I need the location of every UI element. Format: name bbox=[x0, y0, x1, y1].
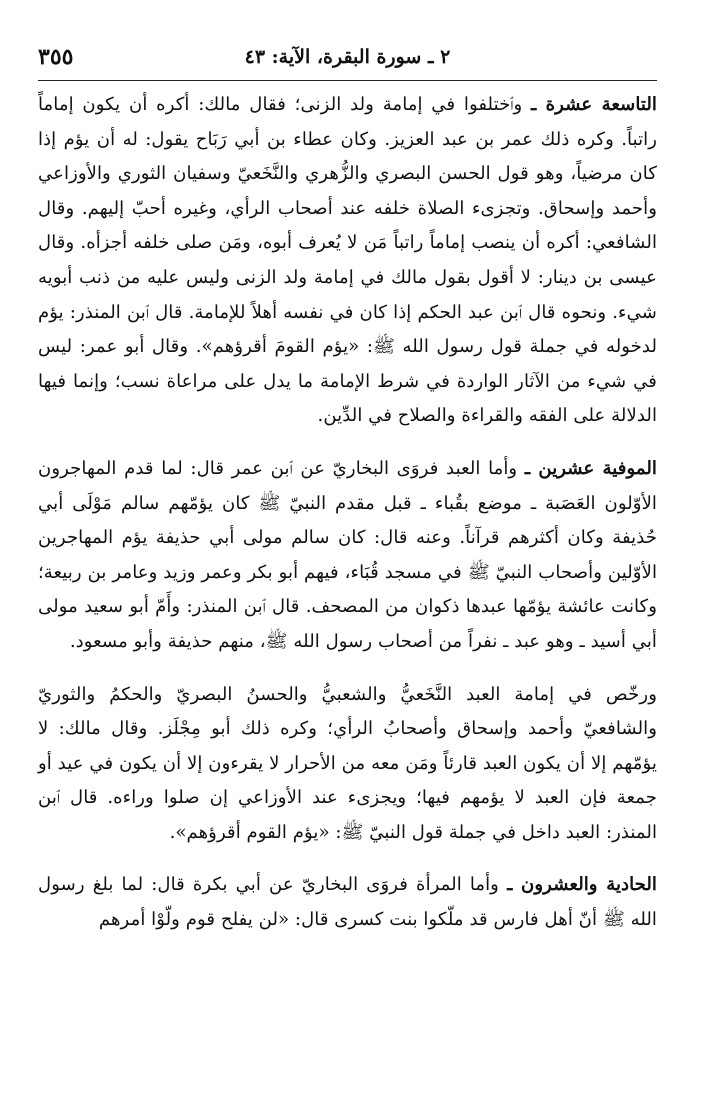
paragraph-twenty-first bbox=[38, 868, 657, 937]
paragraph-slave-imamate bbox=[38, 678, 657, 851]
paragraph-text: وٱختلفوا في إمامة ولد الزنى؛ فقال مالك: أكره أن يكون إماماً راتباً. وكره ذلك عمر بن عبد العزيز. وكان عطاء بن أبي رَبَاح يقول: له أن يؤم إذا كان مرضياً، وهو قول الحسن البصري والزُّهري والنَّخَعيّ وسفيان الثوري والأوزاعي وأحمد وإسحاق. وتجزىء الصلاة خلفه عند أصحاب الرأي، وغيره أحبّ إليهم. وقال الشافعي: أكره أن ينصب إماماً راتباً مَن لا يُعرف أبوه، ومَن صلى خلفه أجزأه. وقال عيسى بن دينار: لا أقول بقول مالك في إمامة ولد الزنى وليس عليه من ذنب أبويه شيء. ونحوه قال ٱبن عبد الحكم إذا كان في نفسه أهلاً للإمامة. قال ٱبن المنذر: يؤم لدخوله في جملة قول رسول الله ﷺ: «يؤم القومَ أقرؤهم». وقال أبو عمر: ليس في شيء من الآثار الواردة في شرط الإمامة ما يدل على مراعاة نسب؛ وإنما فيها الدلالة على الفقه والقراءة والصلاح في الدِّين. bbox=[38, 94, 657, 427]
body-text bbox=[38, 88, 657, 956]
paragraph-nineteenth bbox=[38, 88, 657, 434]
page-number: ٣٥٥ bbox=[38, 44, 74, 70]
paragraph-text: ورخّص في إمامة العبد النَّخَعيُّ والشعبيُّ والحسنُ البصريّ والحكمُ والثوريّ والشافعيّ وأحمد وإسحاق وأصحابُ الرأي؛ وكره ذلك أبو مِجْلَز. وقال مالك: لا يؤمّهم إلا أن يكون العبد قارئاً ومَن معه من الأحرار لا يقرءون إلا أن يكون في عيد أو جمعة فإن العبد لا يؤمهم فيها؛ ويجزىء عند الأوزاعي إن صلوا وراءه. قال ٱبن المنذر: العبد داخل في جملة قول النبيّ ﷺ: «يؤم القوم أقرؤهم». bbox=[38, 683, 657, 843]
page-header bbox=[38, 40, 657, 81]
section-heading: الحادية والعشرون ـ bbox=[507, 874, 657, 896]
section-heading: التاسعة عشرة ـ bbox=[531, 94, 657, 115]
paragraph-twentieth bbox=[38, 452, 657, 660]
paragraph-text: وأما العبد فروَى البخاريّ عن ٱبن عمر قال: لما قدم المهاجرون الأوّلون العَصَبة ـ موضع بقُباء ـ قبل مقدم النبيّ ﷺ كان يؤمّهم سالم مَوْلَى أبي حُذيفة وكان أكثرهم قرآناً. وعنه قال: كان سالم مولى أبي حذيفة يؤم المهاجرين الأوّلين وأصحاب النبيّ ﷺ في مسجد قُبَاء، فيهم أبو بكر وعمر وزيد وعامر بن ربيعة؛ وكانت عائشة يؤمّها عبدها ذكوان من المصحف. قال ٱبن المنذر: وأَمّ أبو سعيد مولى أبي أسيد ـ وهو عبد ـ نفراً من أصحاب رسول الله ﷺ، منهم حذيفة وأبو مسعود. bbox=[38, 457, 657, 652]
running-title: ٢ ـ سورة البقرة، الآية: ٤٣ bbox=[244, 46, 451, 68]
section-heading: الموفية عشرين ـ bbox=[524, 457, 657, 479]
paragraph-text: وأما المرأة فروَى البخاريّ عن أبي بكرة قال: لما بلغ رسول الله ﷺ أنّ أهل فارس قد ملّكوا بنت كسرى قال: «لن يفلح قوم ولّوْا أمرهم bbox=[38, 874, 657, 931]
